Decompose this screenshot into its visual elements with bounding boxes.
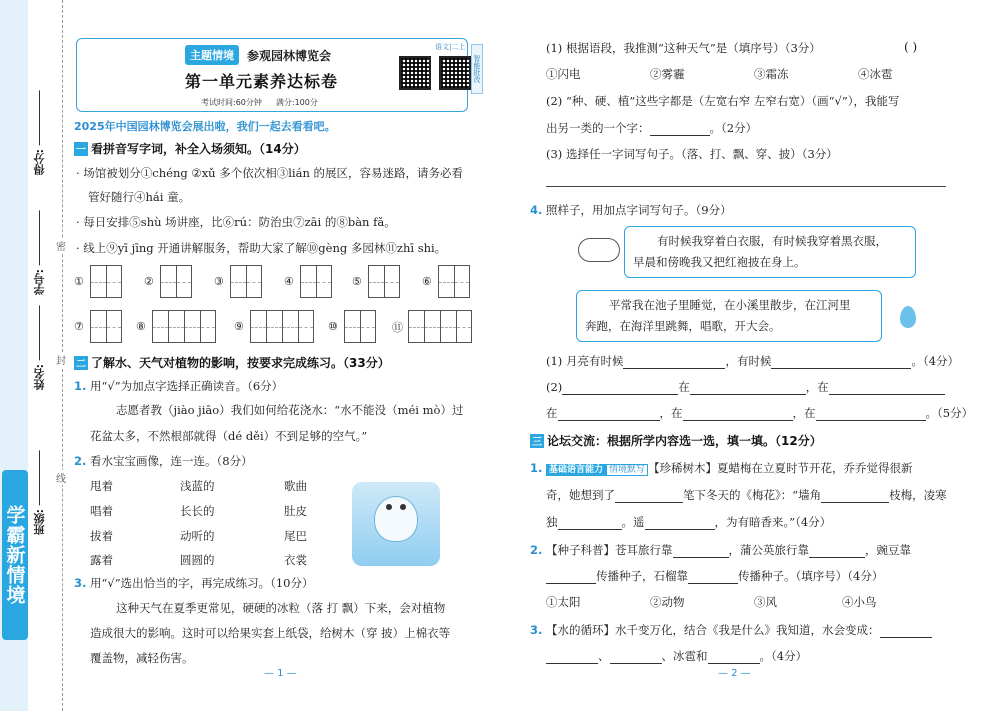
blank[interactable] [546, 652, 598, 664]
s1-line-3: · 每日安排⑤shù 场讲座，比⑥rú：防治虫⑦zāi 的⑧bàn fǎ。 [76, 215, 396, 229]
r-q2-blank[interactable] [650, 124, 710, 136]
r-q3: (3) 选择任一字词写句子。（落、打、飘、穿、披）（3分） [546, 147, 838, 161]
answer-cell-11[interactable]: ⑪ [392, 310, 472, 343]
theme-badge: 主题情境 [185, 45, 239, 65]
blank[interactable] [610, 652, 662, 664]
q1-para-2[interactable]: 花盆太多，不然根部就得（dé děi）不到足够的空气。” [90, 429, 368, 443]
section-3-heading [530, 432, 822, 449]
q2-col2-3[interactable]: 圆圆的 [180, 553, 215, 567]
qr-code-icon[interactable] [399, 56, 431, 90]
s1-line-1: · 场馆被划分①chéng ②xǔ 多个依次相③lián 的展区，容易迷路，请务必看 [76, 166, 464, 180]
r-q1-answer-paren[interactable]: ( ) [904, 40, 918, 54]
section-2-number: 二 [74, 356, 88, 370]
exam-score: 满分:100分 [275, 98, 318, 107]
section-2-title: 了解水、天气对植物的影响，按要求完成练习。（33分） [91, 356, 390, 370]
blank[interactable] [771, 357, 911, 369]
r-q1-opt-3[interactable]: ③霜冻 [754, 67, 789, 81]
grade-tag: 语文|二上 [435, 43, 466, 51]
name-label: 姓名: [33, 364, 46, 391]
answer-cell-3[interactable]: ③ [214, 265, 262, 298]
q2-prompt: 2. 看水宝宝画像，连一连。（8分） [74, 454, 253, 468]
qr-code-icon-2[interactable] [439, 56, 471, 90]
answer-cell-5[interactable]: ⑤ [352, 265, 400, 298]
q1-prompt: 1. 用“√”为加点字选择正确读音。（6分） [74, 379, 284, 393]
exam-header [76, 38, 468, 112]
bubble-1-line-2: 早晨和傍晚我又把红袍披在身上。 [633, 255, 806, 269]
q2-col1-2[interactable]: 拔着 [90, 529, 113, 543]
q1-para-1[interactable]: 志愿者教（jiào jiāo）我们如何给花浇水：“水不能没（méi mò）过 [116, 403, 464, 417]
example-bubble-2 [576, 290, 882, 342]
answer-cell-7[interactable]: ⑦ [74, 310, 122, 343]
theme-row [185, 45, 331, 65]
blank[interactable] [683, 409, 793, 421]
s3-q1-line-2: 奇，她想到了 笔下冬天的《梅花》：“墙角 枝梅，凌寒 [546, 488, 947, 502]
name-field[interactable] [32, 305, 48, 390]
q2-col1-1[interactable]: 唱着 [90, 504, 113, 518]
section-3-number: 三 [530, 434, 544, 448]
blank[interactable] [809, 546, 865, 558]
blank[interactable] [615, 491, 683, 503]
q3-prompt: 3. 用“√”选出恰当的字，再完成练习。（10分） [74, 576, 314, 590]
q2-col2-0[interactable]: 浅蓝的 [180, 479, 215, 493]
bubble-2-line-2: 奔跑，在海洋里跳舞，唱歌，开大会。 [585, 319, 781, 333]
page-number-right: — 2 — [718, 668, 751, 679]
r-q4-fill-3: 在 ，在 ，在 。（5分） [546, 406, 974, 420]
q3-para-2[interactable]: 造成很大的影响。这时可以给果实套上纸袋，给树木（穿 披）上棉衣等 [90, 626, 451, 640]
exam-meta [201, 97, 318, 108]
water-drop-icon [900, 306, 916, 328]
blank[interactable] [673, 546, 729, 558]
intro-text: 2025年中国园林博览会展出啦，我们一起去看看吧。 [74, 120, 336, 133]
tag-basic-language: 基础语言能力 [546, 464, 606, 476]
blank[interactable] [821, 491, 889, 503]
water-drop-character-icon [374, 496, 418, 542]
score-label: 得分: [33, 149, 46, 176]
binding-mark-secret: 密 [56, 238, 66, 253]
binding-mark-seal: 封 [56, 352, 66, 367]
blank[interactable] [690, 383, 806, 395]
cloud-icon [578, 238, 620, 262]
blank[interactable] [562, 383, 678, 395]
id-label: 学号: [33, 269, 46, 296]
section-1-number: 一 [74, 142, 88, 156]
blank[interactable] [558, 518, 622, 530]
r-q1-opt-4[interactable]: ④冰雹 [858, 67, 893, 81]
r-q2-line-2: 出另一类的一个字： 。（2分） [546, 121, 758, 135]
blank[interactable] [829, 383, 945, 395]
r-q4-prompt: 4. 照样子，用加点字词写句子。（9分） [530, 203, 732, 217]
r-q1: (1) 根据语段，我推测“这种天气”是（填序号）（3分） [546, 41, 821, 55]
q2-col2-2[interactable]: 动听的 [180, 529, 215, 543]
q3-para-3: 覆盖物，减轻伤害。 [90, 651, 194, 665]
s3-q3-line-2: 、 、冰雹和 。（4分） [546, 648, 807, 664]
section-1-heading [74, 140, 306, 157]
blank[interactable] [688, 572, 738, 584]
example-bubble-1 [624, 226, 916, 278]
s3-q1-line-3: 独 。遥 ，为有暗香来。”（4分） [546, 515, 832, 529]
q2-col3-1[interactable]: 肚皮 [284, 504, 307, 518]
r-q1-opt-2[interactable]: ②雾霾 [650, 67, 685, 81]
q2-col3-3[interactable]: 衣裳 [284, 553, 307, 567]
exam-time: 考试时间:60分钟 [201, 98, 262, 107]
theme-text: 参观园林博览会 [247, 48, 332, 63]
page-number-left: — 1 — [264, 668, 297, 679]
q2-col1-3[interactable]: 露着 [90, 553, 113, 567]
s3-q3-line-1: 3. 【水的循环】水千变万化，结合《我是什么》我知道，水会变成： [530, 622, 932, 638]
section-3-title: 论坛交流：根据所学内容选一选，填一填。（12分） [547, 434, 822, 448]
blank[interactable] [623, 357, 725, 369]
q2-col2-1[interactable]: 长长的 [180, 504, 215, 518]
s1-line-2: 管好随行④hái 童。 [88, 190, 191, 204]
r-q4-fill-2: (2) 在 ，在 [546, 379, 945, 395]
r-q3-answer-line[interactable] [546, 186, 946, 187]
water-baby-illustration [352, 482, 440, 566]
section-1-title: 看拼音写字词，补全入场须知。（14分） [91, 142, 306, 156]
blank[interactable] [880, 626, 932, 638]
eye-icon [386, 504, 392, 510]
blank[interactable] [645, 518, 715, 530]
q3-para-1[interactable]: 这种天气在夏季更常见，硬硬的冰粒（落 打 飘）下来，会对植物 [116, 601, 446, 615]
student-id-field[interactable] [32, 210, 48, 295]
r-q2-line-1[interactable]: (2) “种、硬、植”这些字都是（左宽右窄 左窄右宽）（画“√”），我能写 [546, 94, 900, 108]
r-q1-opt-1[interactable]: ①闪电 [546, 67, 581, 81]
s3-q2-line-1: 2. 【种子科普】苍耳旅行靠 ，蒲公英旅行靠 ，豌豆靠 [530, 543, 912, 557]
answer-cell-8[interactable]: ⑧ [136, 310, 216, 343]
class-label: 班级: [33, 509, 46, 536]
brand-logo: 学霸新情境 [2, 470, 28, 640]
answer-cell-9[interactable]: ⑨ [234, 310, 314, 343]
s3-q2-opt-2[interactable]: ②动物 [650, 595, 685, 609]
tag-context-dictation: 情境默写 [606, 464, 648, 476]
eye-icon-2 [400, 504, 406, 510]
bubble-2-line-1: 平常我在池子里睡觉，在小溪里散步，在江河里 [609, 298, 851, 312]
blank[interactable] [546, 572, 596, 584]
s3-q2-opt-3[interactable]: ③风 [754, 595, 777, 609]
answer-cell-6[interactable]: ⑥ [422, 265, 470, 298]
blank[interactable] [558, 409, 660, 421]
section-2-heading [74, 354, 390, 371]
answer-cell-4[interactable]: ④ [284, 265, 332, 298]
bubble-1-line-1: 有时候我穿着白衣服，有时候我穿着黑衣服， [657, 234, 887, 248]
exam-title: 第一单元素养达标卷 [185, 72, 339, 91]
q2-col3-0[interactable]: 歌曲 [284, 479, 307, 493]
blank[interactable] [708, 652, 760, 664]
s1-line-4: · 线上⑨yī jīng 开通讲解服务，帮助大家了解⑩gèng 多园林⑪zhī shi。 [76, 241, 447, 255]
s3-q2-line-2: 传播种子，石榴靠 传播种子。（填序号）（4分） [546, 568, 883, 584]
q2-col3-2[interactable]: 尾巴 [284, 529, 307, 543]
answer-cell-10[interactable]: ⑩ [328, 310, 376, 343]
s3-q2-opt-4[interactable]: ④小鸟 [842, 595, 877, 609]
side-tag: 智能批改 [471, 44, 483, 94]
class-field[interactable] [32, 450, 48, 535]
blank[interactable] [816, 409, 926, 421]
binding-mark-line: 线 [56, 470, 66, 485]
r-q4-fill-1: (1) 月亮有时候 ，有时候 。（4分） [546, 354, 960, 368]
answer-cell-1[interactable]: ① [74, 265, 122, 298]
s3-q2-opt-1[interactable]: ①太阳 [546, 595, 581, 609]
answer-cell-2[interactable]: ② [144, 265, 192, 298]
s3-q1-line-1: 1. 基础语言能力 情境默写 【珍稀树木】夏蜡梅在立夏时节开花，乔乔觉得很新 [530, 461, 913, 475]
score-field[interactable] [32, 90, 48, 175]
q2-col1-0[interactable]: 甩着 [90, 479, 113, 493]
